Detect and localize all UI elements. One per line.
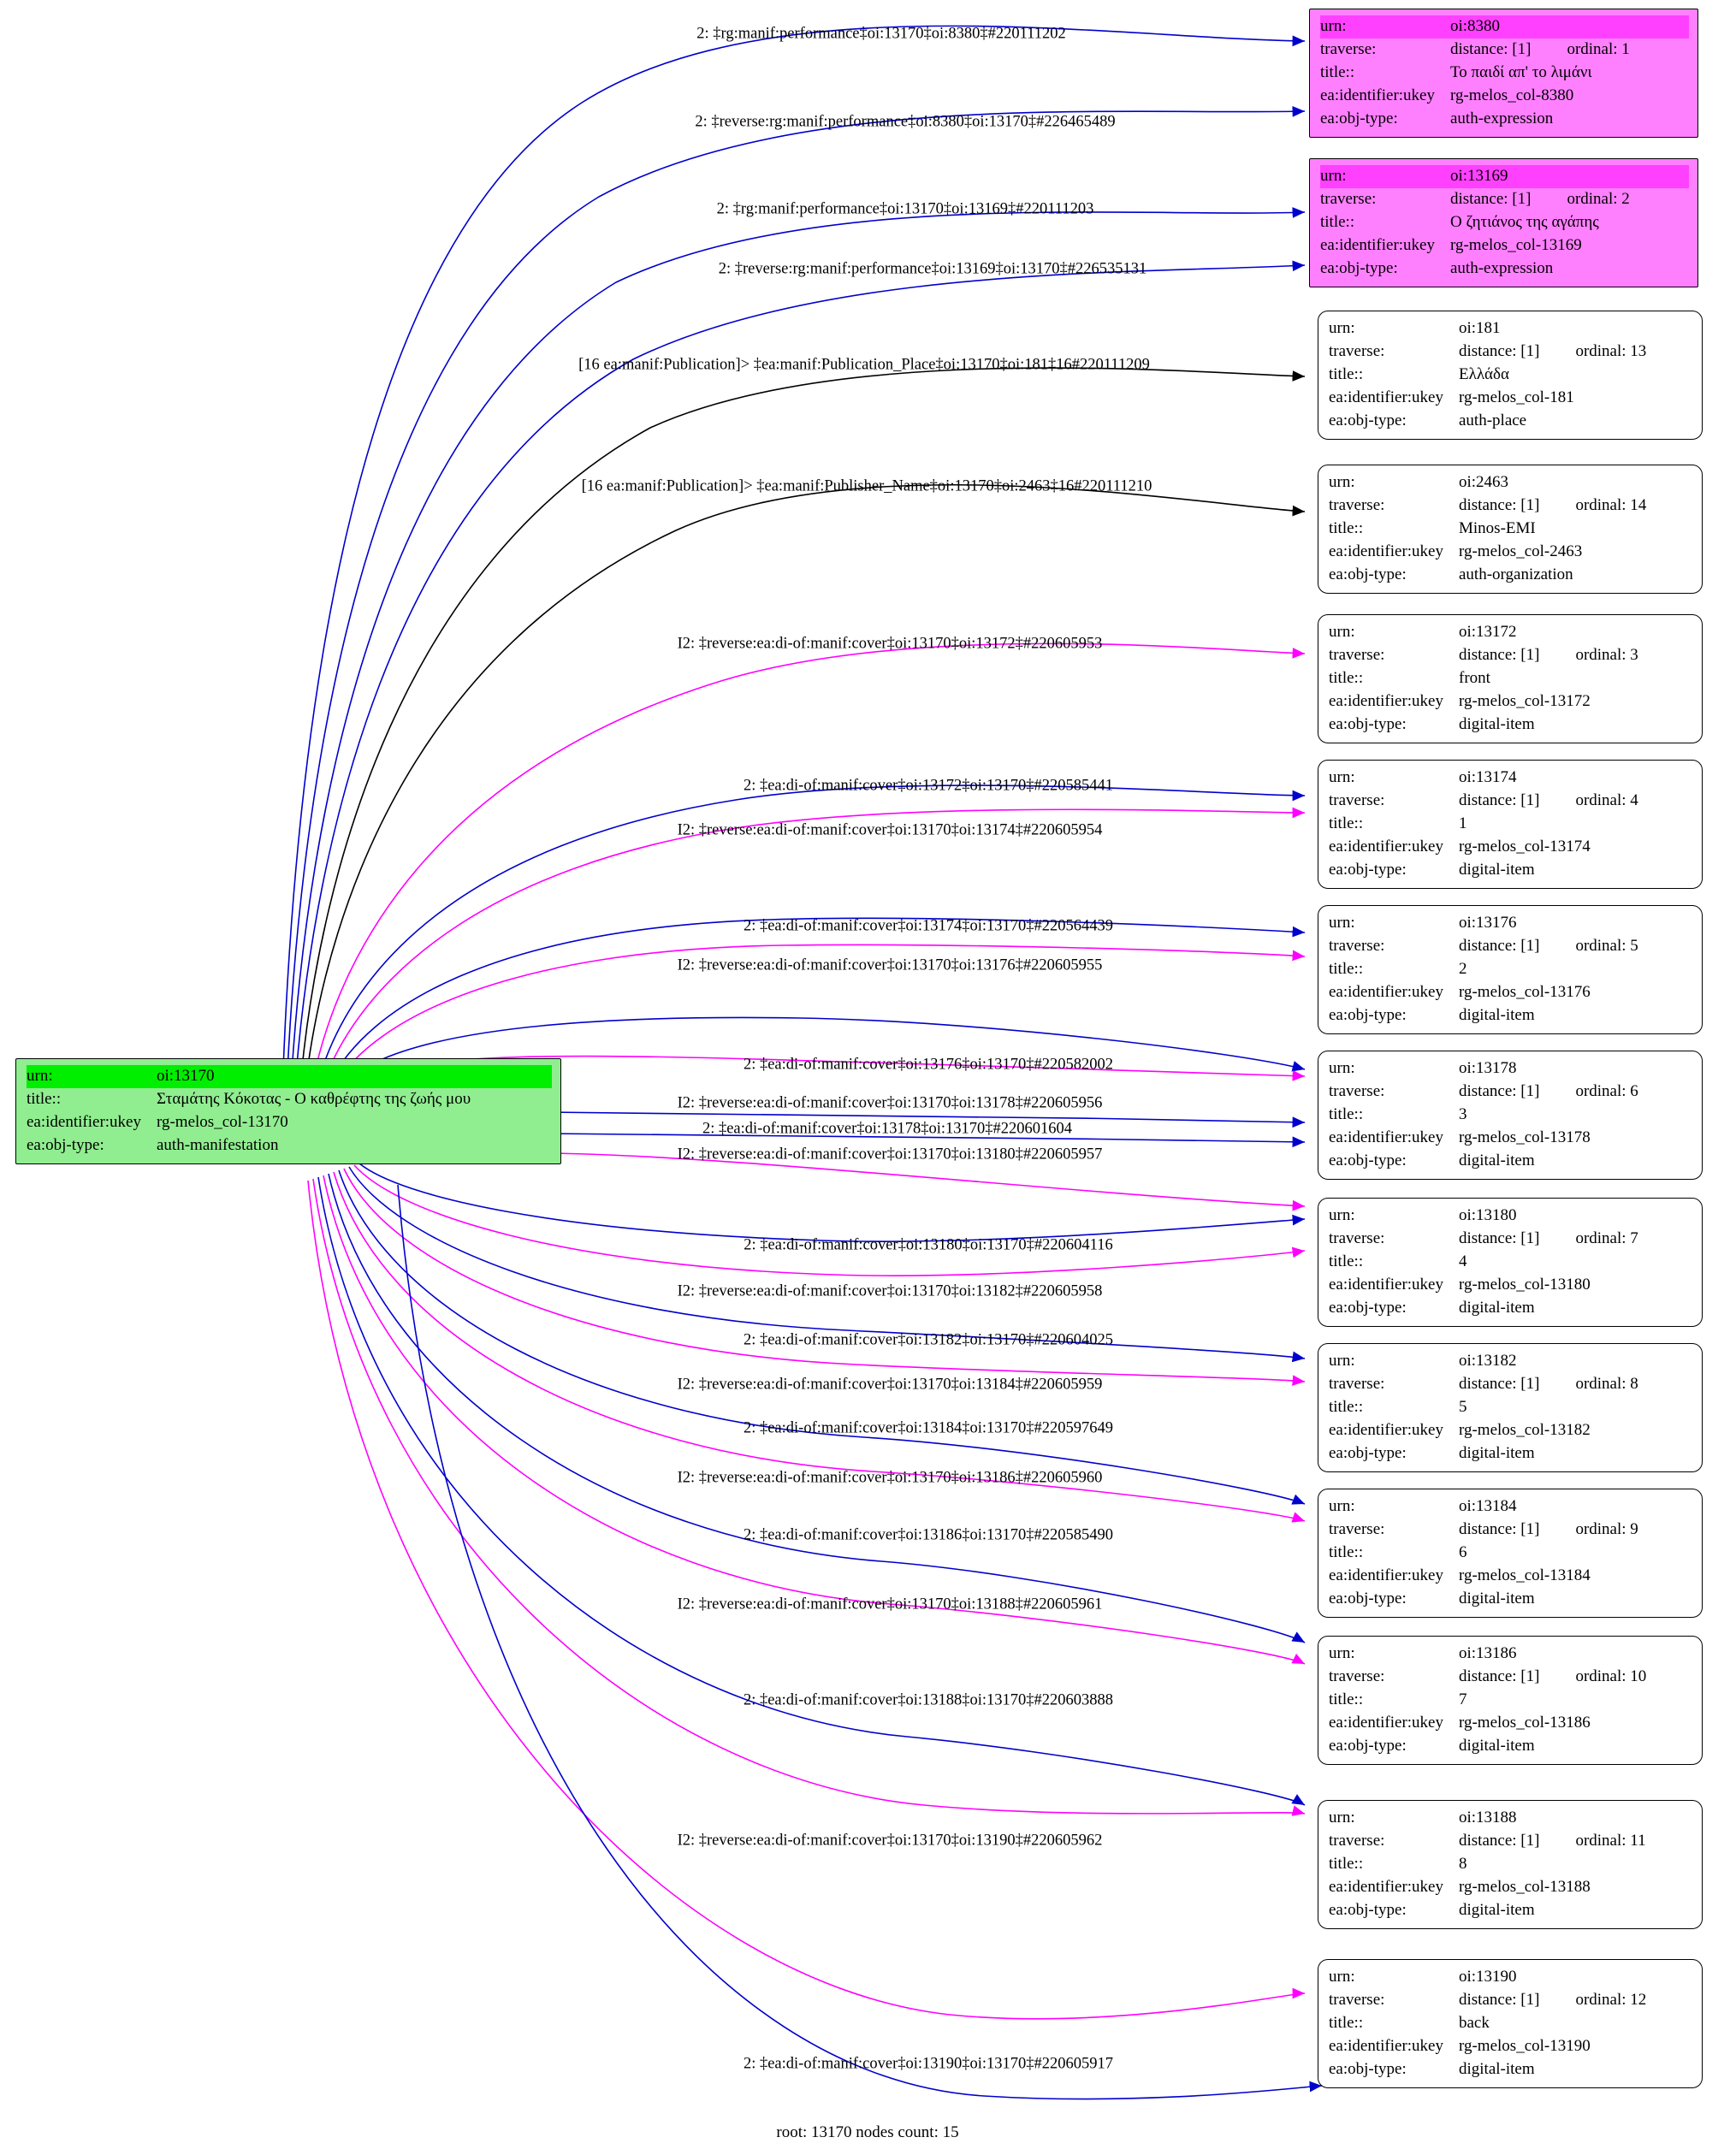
node-urn-key: urn: — [1320, 167, 1347, 185]
node-ukey-key: ea:identifier:ukey — [1329, 1713, 1443, 1732]
node-ukey-key: ea:identifier:ukey — [1329, 982, 1443, 1001]
node-title-key: title:: — [1329, 364, 1364, 383]
node-title-key: title:: — [1329, 1397, 1364, 1416]
node-title-value: Το παιδί απ' το λιμάνι — [1450, 62, 1592, 81]
node-title-value: 4 — [1459, 1252, 1467, 1270]
node-title-key: title:: — [1320, 62, 1355, 81]
edge-label: I2: ‡reverse:ea:di-of:manif:cover‡oi:13170‡oi:13188‡#220605961 — [677, 1596, 1103, 1613]
node-ukey-key: ea:identifier:ukey — [1329, 1877, 1443, 1896]
node-title-key: title:: — [1329, 959, 1364, 978]
node-traverse-key: traverse: — [1329, 645, 1385, 664]
node-traverse-value: distance: [1] — [1459, 790, 1540, 809]
node-title-key: title:: — [1320, 212, 1355, 231]
edge-label: 2: ‡reverse:rg:manif:performance‡oi:8380‡oi:13170‡#226465489 — [695, 113, 1116, 131]
node-objtype-value: auth-expression — [1450, 258, 1554, 277]
node-objtype-value: auth-expression — [1450, 109, 1554, 127]
node-ukey-value: rg-melos_col-13184 — [1459, 1566, 1591, 1584]
node-oi-13188[interactable] — [1318, 1800, 1703, 1929]
node-objtype-value: digital-item — [1459, 860, 1535, 879]
node-title-key: title:: — [1329, 1252, 1364, 1270]
node-ukey-value: rg-melos_col-181 — [1459, 388, 1574, 406]
node-ukey-value: rg-melos_col-13170 — [157, 1112, 288, 1131]
node-objtype-key: ea:obj-type: — [1329, 2059, 1407, 2078]
node-title-key: title:: — [1329, 814, 1364, 832]
node-title-value: 8 — [1459, 1854, 1467, 1873]
node-oi-13184[interactable] — [1318, 1489, 1703, 1618]
node-ukey-value: rg-melos_col-8380 — [1450, 86, 1574, 104]
node-traverse-value: distance: [1] — [1459, 495, 1540, 514]
node-ukey-key: ea:identifier:ukey — [1329, 2036, 1443, 2055]
node-ukey-key: ea:identifier:ukey — [1329, 837, 1443, 855]
node-objtype-value: auth-manifestation — [157, 1135, 279, 1154]
node-traverse-value: distance: [1] — [1459, 1228, 1540, 1247]
node-ukey-value: rg-melos_col-13178 — [1459, 1128, 1591, 1146]
node-objtype-key: ea:obj-type: — [1320, 109, 1398, 127]
node-urn-key: urn: — [1329, 1809, 1355, 1826]
node-oi-13176[interactable] — [1318, 905, 1703, 1034]
node-ukey-value: rg-melos_col-13174 — [1459, 837, 1591, 855]
node-oi-13180[interactable] — [1318, 1198, 1703, 1327]
node-traverse-value: distance: [1] — [1459, 1831, 1540, 1850]
edge-label: [16 ea:manif:Publication]> ‡ea:manif:Publisher_Name‡oi:13170‡oi:2463‡16#220111210 — [581, 477, 1152, 495]
node-traverse-key: traverse: — [1329, 1519, 1385, 1538]
node-objtype-value: digital-item — [1459, 1005, 1535, 1024]
node-oi-13172[interactable] — [1318, 614, 1703, 743]
edge-label: [16 ea:manif:Publication]> ‡ea:manif:Publication_Place‡oi:13170‡oi:181‡16#220111209 — [578, 356, 1150, 374]
node-ukey-key: ea:identifier:ukey — [1329, 388, 1443, 406]
node-title-value: Σταμάτης Κόκοτας - Ο καθρέφτης της ζωής μου — [157, 1089, 471, 1108]
node-objtype-key: ea:obj-type: — [1329, 565, 1407, 583]
node-objtype-value: auth-organization — [1459, 565, 1573, 583]
node-objtype-row — [27, 1134, 552, 1157]
node-ordinal: ordinal: 13 — [1575, 341, 1647, 360]
node-traverse-key: traverse: — [1329, 1667, 1385, 1685]
edge-label: 2: ‡ea:di-of:manif:cover‡oi:13176‡oi:13170‡#220582002 — [743, 1056, 1114, 1074]
node-objtype-value: digital-item — [1459, 1443, 1535, 1462]
node-traverse-value: distance: [1] — [1450, 39, 1532, 58]
node-ukey-value: rg-melos_col-13190 — [1459, 2036, 1591, 2055]
node-ordinal: ordinal: 14 — [1575, 495, 1647, 514]
node-title-value: Ελλάδα — [1459, 364, 1509, 383]
node-objtype-key: ea:obj-type: — [1329, 1589, 1407, 1607]
node-objtype-key: ea:obj-type: — [1329, 1736, 1407, 1755]
node-root[interactable] — [15, 1058, 561, 1164]
node-ukey-value: rg-melos_col-13188 — [1459, 1877, 1591, 1896]
node-urn-row — [27, 1065, 552, 1088]
node-traverse-value: distance: [1] — [1459, 936, 1540, 955]
edge-label: I2: ‡reverse:ea:di-of:manif:cover‡oi:13170‡oi:13180‡#220605957 — [677, 1146, 1103, 1163]
node-urn-key: urn: — [1329, 1644, 1355, 1662]
node-ukey-value: rg-melos_col-13182 — [1459, 1420, 1591, 1439]
node-oi-13178[interactable] — [1318, 1051, 1703, 1180]
node-ukey-value: rg-melos_col-2463 — [1459, 542, 1583, 560]
node-objtype-value: digital-item — [1459, 1736, 1535, 1755]
node-title-key: title:: — [1329, 1104, 1364, 1123]
node-title-value: 3 — [1459, 1104, 1467, 1123]
node-ordinal: ordinal: 7 — [1575, 1228, 1638, 1247]
edge-label: I2: ‡reverse:ea:di-of:manif:cover‡oi:13170‡oi:13184‡#220605959 — [677, 1376, 1103, 1394]
node-urn-value: oi:13172 — [1459, 623, 1517, 641]
edge-label: 2: ‡ea:di-of:manif:cover‡oi:13172‡oi:13170‡#220585441 — [743, 777, 1114, 795]
node-oi-13174[interactable] — [1318, 760, 1703, 889]
edge-label: 2: ‡ea:di-of:manif:cover‡oi:13186‡oi:13170‡#220585490 — [743, 1526, 1114, 1544]
node-urn-key: urn: — [1329, 1497, 1355, 1515]
node-ordinal: ordinal: 6 — [1575, 1081, 1638, 1100]
node-urn-value: oi:13182 — [1459, 1352, 1517, 1370]
node-traverse-value: distance: [1] — [1459, 1081, 1540, 1100]
node-urn-key: urn: — [1329, 768, 1355, 786]
node-urn-key: urn: — [1329, 1059, 1355, 1077]
node-urn-key: urn: — [1329, 1968, 1355, 1986]
node-traverse-key: traverse: — [1329, 341, 1385, 360]
node-traverse-value: distance: [1] — [1459, 1374, 1540, 1393]
node-ukey-value: rg-melos_col-13176 — [1459, 982, 1591, 1001]
node-ukey-value: rg-melos_col-13169 — [1450, 235, 1582, 254]
node-ordinal: ordinal: 2 — [1567, 189, 1630, 208]
edge-label: I2: ‡reverse:ea:di-of:manif:cover‡oi:13170‡oi:13178‡#220605956 — [677, 1094, 1103, 1112]
node-title-key: title:: — [1329, 1542, 1364, 1561]
node-ukey-key: ea:identifier:ukey — [1329, 691, 1443, 710]
node-ordinal: ordinal: 4 — [1575, 790, 1638, 809]
edge-label: 2: ‡ea:di-of:manif:cover‡oi:13182‡oi:13170‡#220604025 — [743, 1331, 1114, 1349]
node-objtype-value: digital-item — [1459, 1900, 1535, 1919]
node-traverse-key: traverse: — [1329, 936, 1385, 955]
node-title-value: 7 — [1459, 1690, 1467, 1708]
node-ukey-key: ea:identifier:ukey — [1320, 235, 1435, 254]
node-traverse-key: traverse: — [1329, 790, 1385, 809]
edge-label: 2: ‡ea:di-of:manif:cover‡oi:13180‡oi:13170‡#220604116 — [744, 1236, 1113, 1254]
node-objtype-value: digital-item — [1459, 1151, 1535, 1169]
edge-label: I2: ‡reverse:ea:di-of:manif:cover‡oi:13170‡oi:13176‡#220605955 — [677, 956, 1103, 974]
node-title-value: Minos-EMI — [1459, 518, 1536, 537]
node-urn-value: oi:13169 — [1450, 167, 1508, 185]
edge-label: 2: ‡ea:di-of:manif:cover‡oi:13184‡oi:13170‡#220597649 — [743, 1419, 1114, 1437]
node-traverse-value: distance: [1] — [1459, 1519, 1540, 1538]
node-oi-8380[interactable] — [1309, 9, 1698, 138]
node-title-value: 6 — [1459, 1542, 1467, 1561]
edge-label: 2: ‡rg:manif:performance‡oi:13170‡oi:13169‡#220111203 — [716, 200, 1094, 218]
node-title-key: title:: — [1329, 1690, 1364, 1708]
node-traverse-key: traverse: — [1329, 1081, 1385, 1100]
node-ordinal: ordinal: 8 — [1575, 1374, 1638, 1393]
node-oi-13186[interactable] — [1318, 1636, 1703, 1765]
node-urn-key: urn: — [1329, 1352, 1355, 1370]
node-objtype-value: digital-item — [1459, 714, 1535, 733]
node-traverse-value: distance: [1] — [1450, 189, 1532, 208]
node-traverse-key: traverse: — [1329, 1990, 1385, 2009]
node-ukey-key: ea:identifier:ukey — [1329, 1566, 1443, 1584]
node-traverse-value: distance: [1] — [1459, 645, 1540, 664]
node-objtype-key: ea:obj-type: — [1320, 258, 1398, 277]
node-title-key: title:: — [1329, 668, 1364, 687]
node-traverse-value: distance: [1] — [1459, 1990, 1540, 2009]
node-ukey-key: ea:identifier:ukey — [1329, 1128, 1443, 1146]
node-ordinal: ordinal: 11 — [1575, 1831, 1646, 1850]
node-title-key: title:: — [1329, 1854, 1364, 1873]
node-objtype-key: ea:obj-type: — [1329, 714, 1407, 733]
node-title-value: 1 — [1459, 814, 1467, 832]
node-title-value: 5 — [1459, 1397, 1467, 1416]
node-oi-13182[interactable] — [1318, 1343, 1703, 1472]
node-urn-key: urn: — [27, 1067, 53, 1085]
node-oi-181[interactable] — [1318, 311, 1703, 440]
node-oi-2463[interactable] — [1318, 465, 1703, 594]
node-ukey-value: rg-melos_col-13172 — [1459, 691, 1591, 710]
node-urn-value: oi:13178 — [1459, 1059, 1517, 1077]
node-traverse-key: traverse: — [1320, 189, 1377, 208]
edge-label: I2: ‡reverse:ea:di-of:manif:cover‡oi:13170‡oi:13190‡#220605962 — [677, 1832, 1103, 1850]
node-urn-key: urn: — [1329, 1206, 1355, 1224]
node-urn-value: oi:13184 — [1459, 1497, 1517, 1515]
node-urn-key: urn: — [1329, 623, 1355, 641]
node-objtype-value: digital-item — [1459, 1298, 1535, 1317]
node-ordinal: ordinal: 1 — [1567, 39, 1630, 58]
node-urn-value: oi:13186 — [1459, 1644, 1517, 1662]
node-ukey-key: ea:identifier:ukey — [27, 1112, 141, 1131]
node-objtype-key: ea:obj-type: — [1329, 1443, 1407, 1462]
node-traverse-key: traverse: — [1329, 495, 1385, 514]
node-traverse-value: distance: [1] — [1459, 341, 1540, 360]
node-ordinal: ordinal: 9 — [1575, 1519, 1638, 1538]
node-ordinal: ordinal: 12 — [1575, 1990, 1647, 2009]
node-ukey-key: ea:identifier:ukey — [1329, 542, 1443, 560]
edge-label: I2: ‡reverse:ea:di-of:manif:cover‡oi:13170‡oi:13172‡#220605953 — [677, 635, 1103, 653]
node-urn-value: oi:13180 — [1459, 1206, 1517, 1224]
node-title-value: Ο ζητιάνος της αγάπης — [1450, 212, 1599, 231]
node-urn-value: oi:13188 — [1459, 1809, 1517, 1826]
node-urn-value: oi:181 — [1459, 319, 1501, 337]
node-title-value: back — [1459, 2013, 1490, 2032]
node-urn-value: oi:2463 — [1459, 473, 1509, 491]
node-urn-key: urn: — [1329, 473, 1355, 491]
edge-label: 2: ‡ea:di-of:manif:cover‡oi:13174‡oi:13170‡#220564439 — [743, 917, 1114, 935]
node-title-value: front — [1459, 668, 1490, 687]
node-ordinal: ordinal: 5 — [1575, 936, 1638, 955]
node-title-value: 2 — [1459, 959, 1467, 978]
edge-label: 2: ‡reverse:rg:manif:performance‡oi:13169‡oi:13170‡#226535131 — [718, 260, 1147, 278]
node-objtype-key: ea:obj-type: — [1329, 1151, 1407, 1169]
edge-label: I2: ‡reverse:ea:di-of:manif:cover‡oi:13170‡oi:13186‡#220605960 — [677, 1469, 1103, 1487]
node-objtype-key: ea:obj-type: — [1329, 1900, 1407, 1919]
node-objtype-value: digital-item — [1459, 1589, 1535, 1607]
node-title-key: title:: — [1329, 2013, 1364, 2032]
node-urn-value: oi:13170 — [157, 1067, 215, 1085]
node-ordinal: ordinal: 3 — [1575, 645, 1638, 664]
node-traverse-key: traverse: — [1329, 1374, 1385, 1393]
node-oi-13190[interactable] — [1318, 1959, 1703, 2088]
node-traverse-key: traverse: — [1329, 1831, 1385, 1850]
node-title-key: title:: — [27, 1089, 62, 1108]
node-ordinal: ordinal: 10 — [1575, 1667, 1647, 1685]
edge-label: I2: ‡reverse:ea:di-of:manif:cover‡oi:13170‡oi:13182‡#220605958 — [677, 1282, 1103, 1300]
edge-label: 2: ‡ea:di-of:manif:cover‡oi:13188‡oi:13170‡#220603888 — [743, 1691, 1114, 1709]
graph-footer: root: 13170 nodes count: 15 — [776, 2123, 959, 2141]
node-title-row — [27, 1088, 552, 1111]
node-objtype-key: ea:obj-type: — [1329, 411, 1407, 429]
node-urn-value: oi:13176 — [1459, 914, 1517, 932]
node-objtype-key: ea:obj-type: — [1329, 1298, 1407, 1317]
node-traverse-key: traverse: — [1320, 39, 1377, 58]
node-ukey-row — [27, 1111, 552, 1134]
node-urn-key: urn: — [1329, 319, 1355, 337]
node-urn-value: oi:13190 — [1459, 1968, 1517, 1986]
node-objtype-key: ea:obj-type: — [1329, 860, 1407, 879]
node-ukey-key: ea:identifier:ukey — [1320, 86, 1435, 104]
node-traverse-value: distance: [1] — [1459, 1667, 1540, 1685]
node-ukey-key: ea:identifier:ukey — [1329, 1275, 1443, 1294]
edge-label: I2: ‡reverse:ea:di-of:manif:cover‡oi:13170‡oi:13174‡#220605954 — [677, 821, 1103, 839]
edge-label: 2: ‡ea:di-of:manif:cover‡oi:13190‡oi:13170‡#220605917 — [743, 2055, 1114, 2073]
node-ukey-value: rg-melos_col-13180 — [1459, 1275, 1591, 1294]
edge-label: 2: ‡rg:manif:performance‡oi:13170‡oi:8380‡#220111202 — [696, 25, 1066, 43]
node-urn-key: urn: — [1320, 17, 1347, 35]
node-urn-value: oi:13174 — [1459, 768, 1517, 786]
node-urn-key: urn: — [1329, 914, 1355, 932]
node-oi-13169[interactable] — [1309, 158, 1698, 287]
node-title-key: title:: — [1329, 518, 1364, 537]
node-objtype-key: ea:obj-type: — [27, 1135, 104, 1154]
node-urn-value: oi:8380 — [1450, 17, 1501, 35]
node-ukey-value: rg-melos_col-13186 — [1459, 1713, 1591, 1732]
node-objtype-value: auth-place — [1459, 411, 1527, 429]
node-traverse-key: traverse: — [1329, 1228, 1385, 1247]
node-objtype-value: digital-item — [1459, 2059, 1535, 2078]
node-ukey-key: ea:identifier:ukey — [1329, 1420, 1443, 1439]
node-objtype-key: ea:obj-type: — [1329, 1005, 1407, 1024]
edge-label: 2: ‡ea:di-of:manif:cover‡oi:13178‡oi:13170‡#220601604 — [702, 1120, 1073, 1138]
